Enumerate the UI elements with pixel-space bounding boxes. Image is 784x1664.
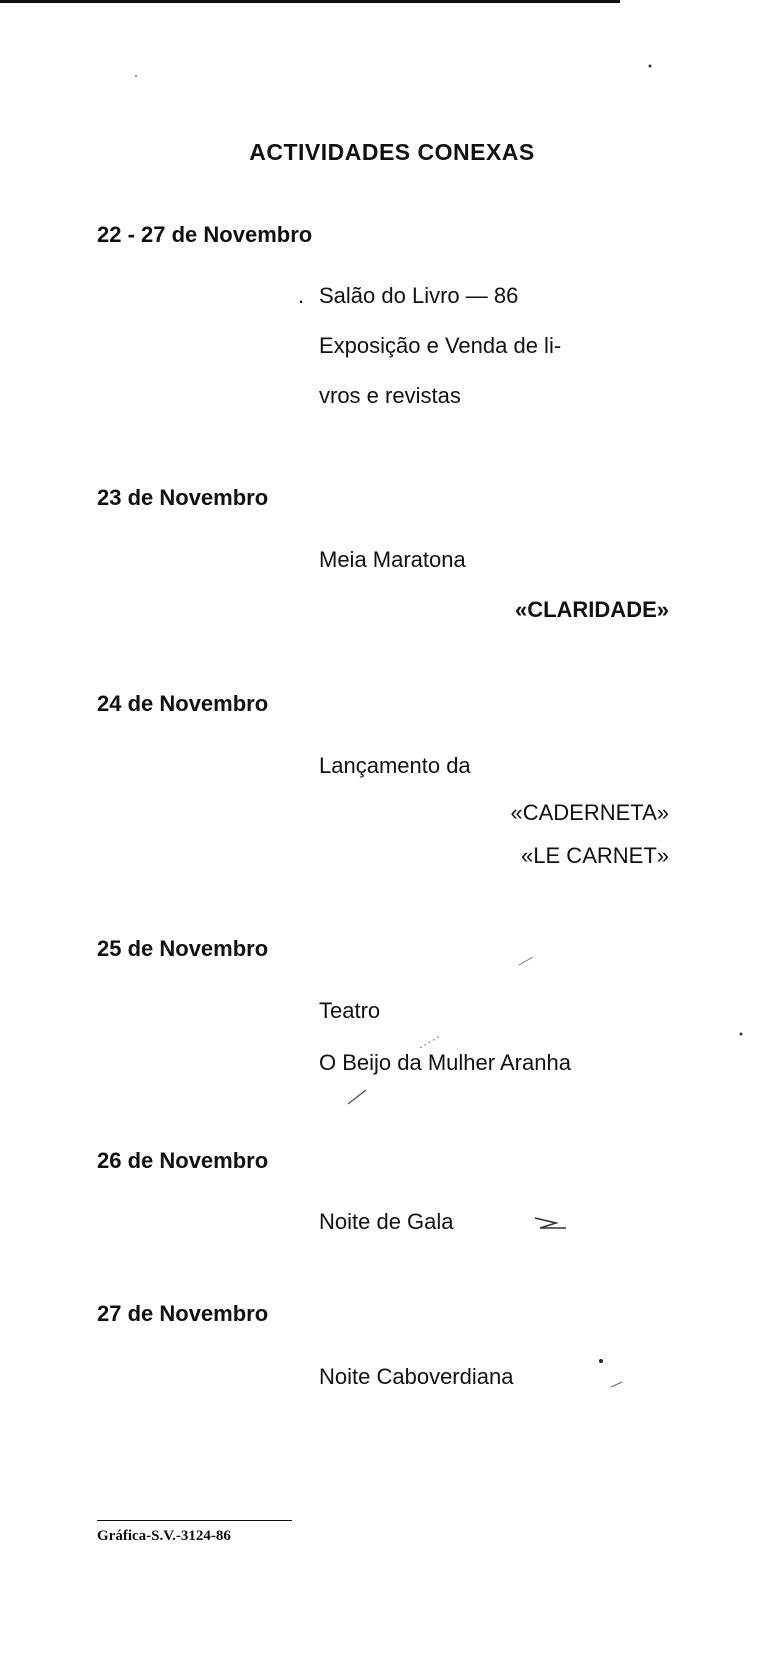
event-line: Lançamento da <box>319 753 471 778</box>
event-line: «LE CARNET» <box>521 843 669 868</box>
event-line-highlight: «CLARIDADE» <box>514 597 669 622</box>
event-line: vros e revistas <box>319 383 461 408</box>
event-date-6: 27 de Novembro <box>97 1301 269 1326</box>
event-date-3: 24 de Novembro <box>97 691 269 716</box>
page-title: ACTIVIDADES CONEXAS <box>249 139 535 166</box>
event-line: Meia Maratona <box>319 547 466 572</box>
event-date-4: 25 de Novembro <box>97 936 269 961</box>
event-line: O Beijo da Mulher Aranha <box>319 1050 571 1075</box>
event-line: Teatro <box>319 998 381 1023</box>
event-line: Noite de Gala <box>319 1209 454 1234</box>
bullet-dot: . <box>298 283 305 308</box>
event-date-1: 22 - 27 de Novembro <box>97 222 313 247</box>
event-date-5: 26 de Novembro <box>97 1148 269 1173</box>
event-line: Exposição e Venda de li- <box>319 333 562 358</box>
printer-credit: Gráfica-S.V.-3124-86 <box>97 1528 231 1544</box>
event-line: Noite Caboverdiana <box>319 1364 514 1389</box>
event-line: Salão do Livro — 86 <box>319 283 519 308</box>
event-date-2: 23 de Novembro <box>97 485 269 510</box>
event-line: «CADERNETA» <box>510 800 669 825</box>
